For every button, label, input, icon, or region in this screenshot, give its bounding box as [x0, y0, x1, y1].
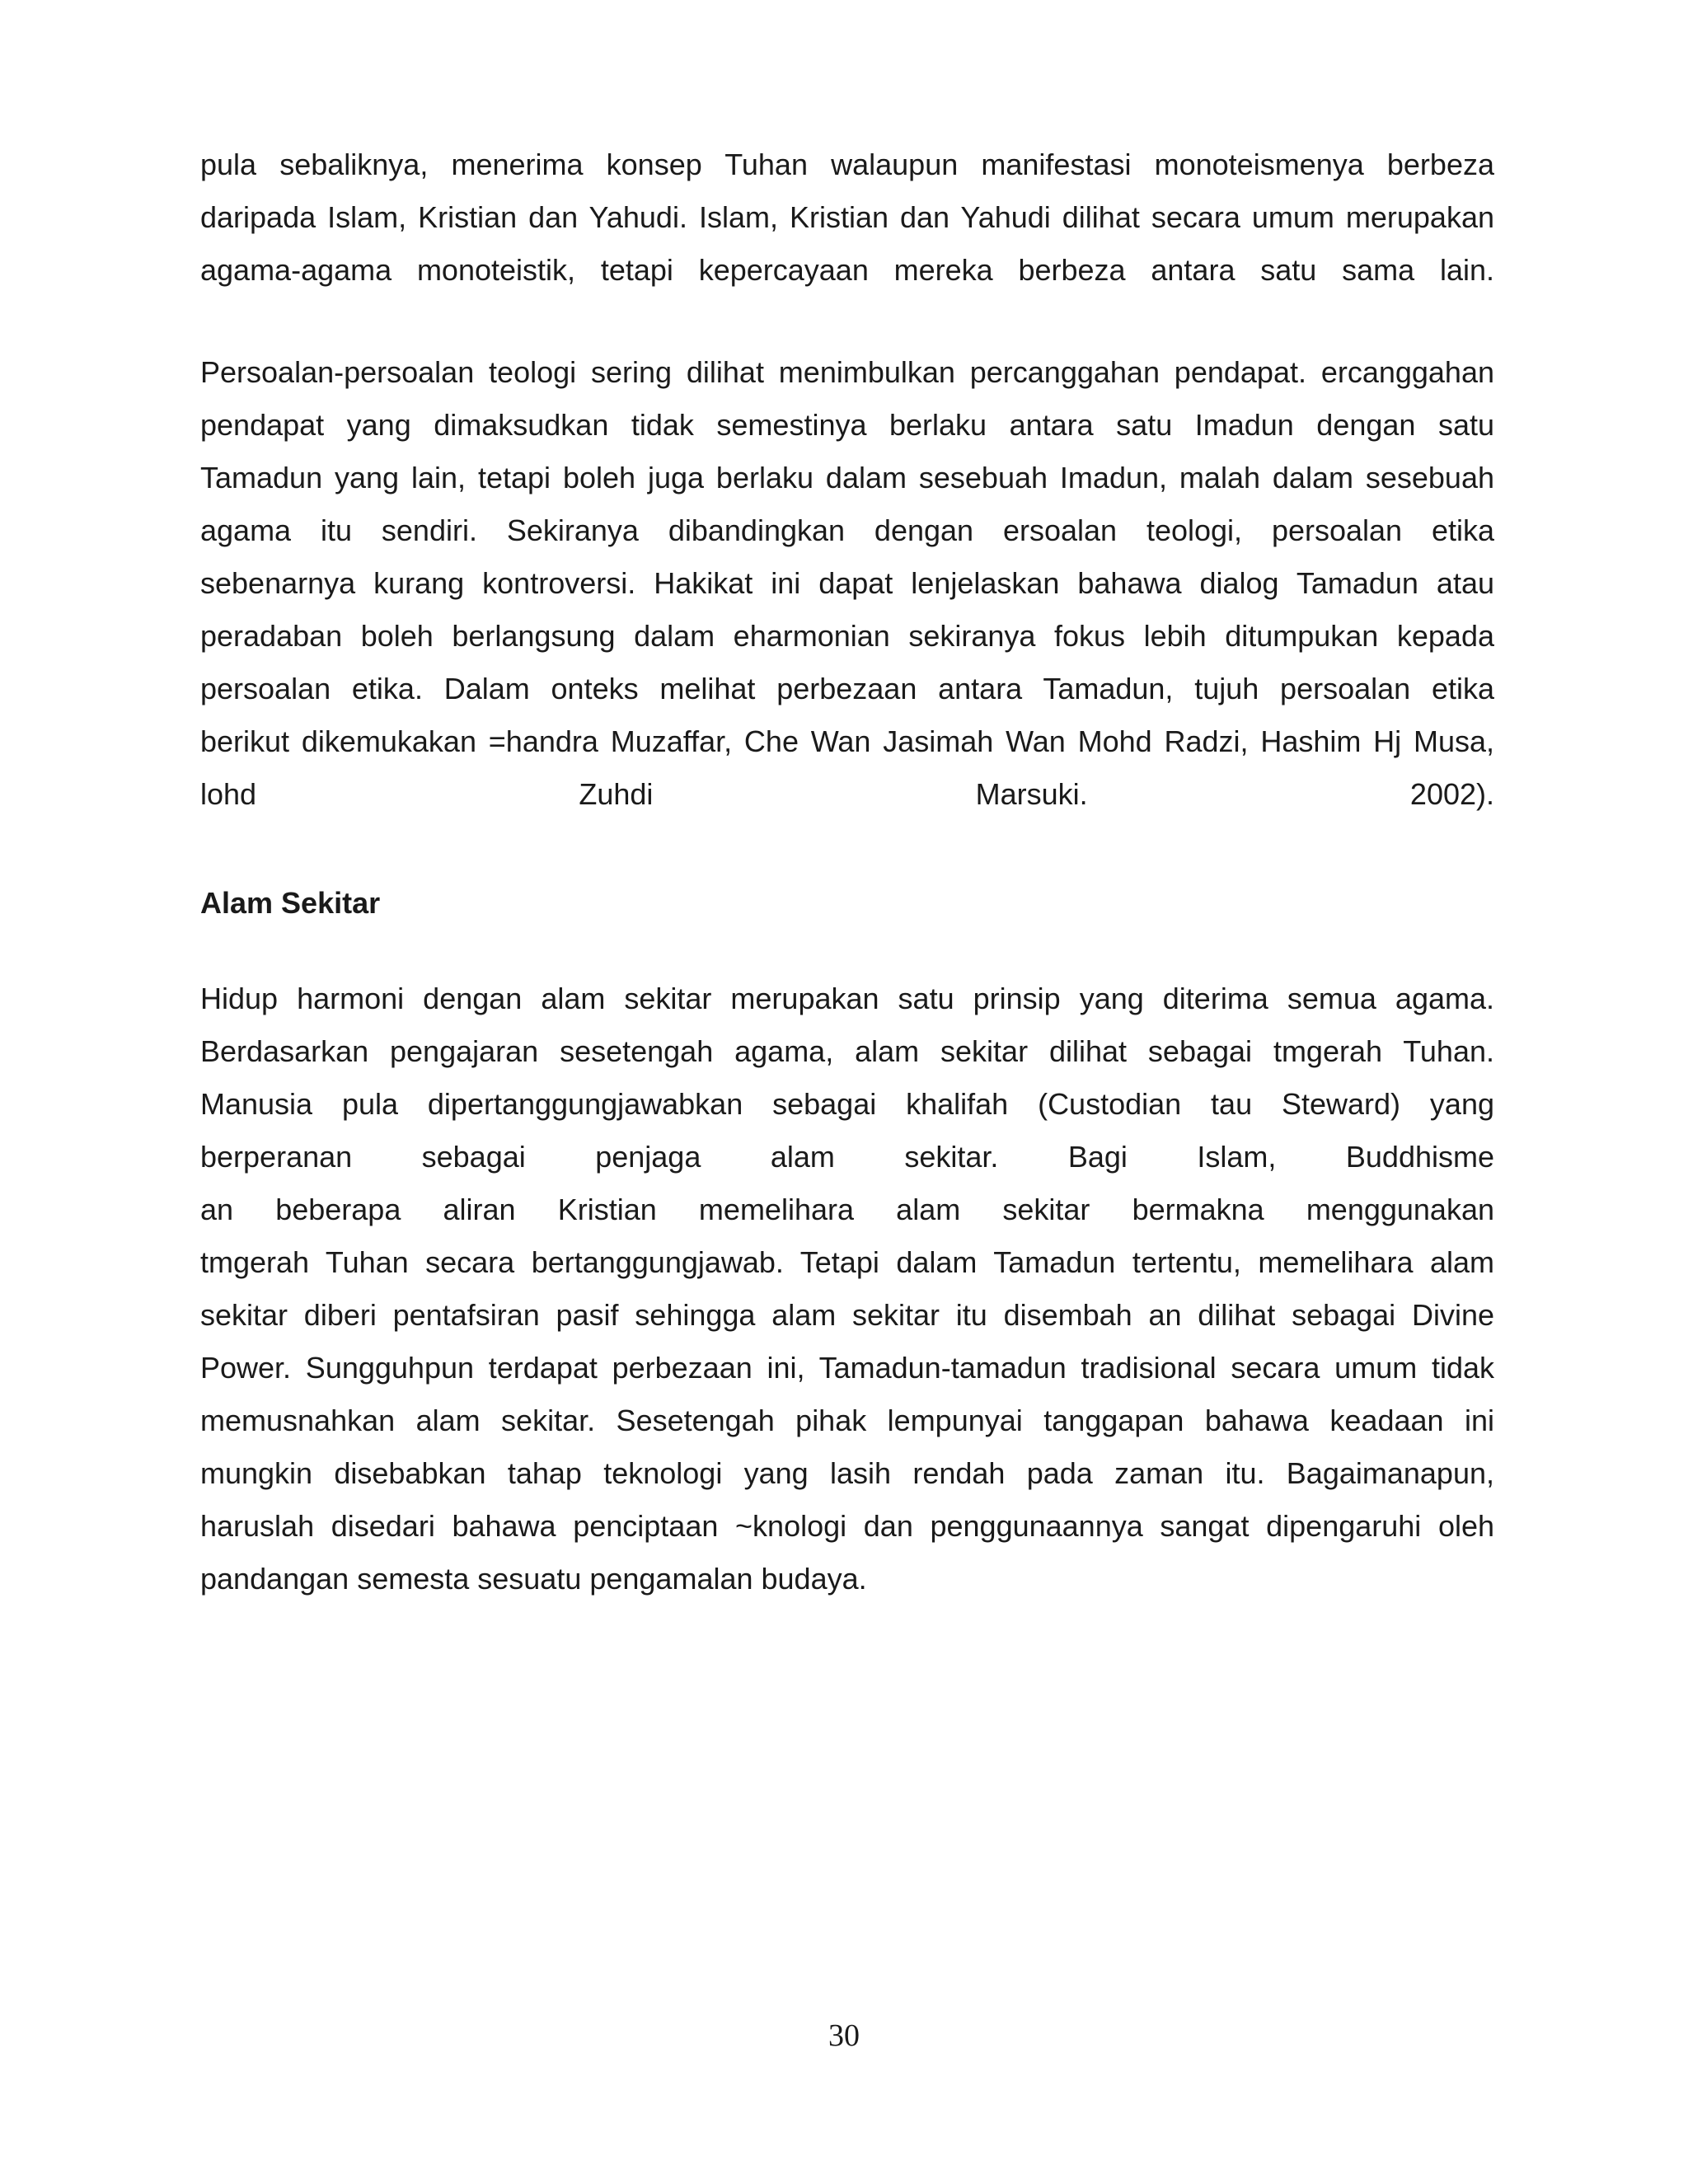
text-line: peradaban boleh berlangsung dalam eharmonian sekiranya fokus lebih ditumpukan kepada [200, 619, 1494, 653]
text-line: agama itu sendiri. Sekiranya dibandingkan dengan ersoalan teologi, persoalan etika [200, 513, 1494, 547]
text-line: lohd Zuhdi Marsuki. 2002). [200, 777, 1494, 811]
text-line: Tamadun yang lain, tetapi boleh juga berlaku dalam sesebuah Imadun, malah dalam sesebuah [200, 461, 1494, 494]
text-line: berikut dikemukakan =handra Muzaffar, Che Wan Jasimah Wan Mohd Radzi, Hashim Hj Musa, [200, 724, 1494, 758]
text-line: sebenarnya kurang kontroversi. Hakikat ini dapat lenjelaskan bahawa dialog Tamadun atau [200, 566, 1494, 600]
text-line: an beberapa aliran Kristian memelihara alam sekitar bermakna menggunakan [200, 1193, 1494, 1226]
text-line: agama-agama monoteistik, tetapi kepercayaan mereka berbeza antara satu sama lain. [200, 253, 1494, 287]
text-line: haruslah disedari bahawa penciptaan ~knologi dan penggunaannya sangat dipengaruhi oleh [200, 1509, 1494, 1543]
text-line: Hidup harmoni dengan alam sekitar merupakan satu prinsip yang diterima semua agama. [200, 982, 1494, 1015]
text-line: Persoalan-persoalan teologi sering dilihat menimbulkan percanggahan pendapat. ercanggahan [200, 355, 1494, 389]
page-number: 30 [828, 2018, 860, 2053]
paragraph-intro [200, 138, 1494, 297]
text-line: Berdasarkan pengajaran sesetengah agama, alam sekitar dilihat sebagai tmgerah Tuhan. [200, 1034, 1494, 1068]
text-line: berperanan sebagai penjaga alam sekitar. Bagi Islam, Buddhisme [200, 1140, 1494, 1174]
text-line: Power. Sungguhpun terdapat perbezaan ini, Tamadun-tamadun tradisional secara umum tidak [200, 1351, 1494, 1385]
text-line: Manusia pula dipertanggungjawabkan sebagai khalifah (Custodian tau Steward) yang [200, 1087, 1494, 1121]
text-line: pula sebaliknya, menerima konsep Tuhan walaupun manifestasi monoteismenya berbeza [200, 148, 1494, 181]
text-line: daripada Islam, Kristian dan Yahudi. Islam, Kristian dan Yahudi dilihat secara umum merupakan [200, 200, 1494, 234]
text-line: tmgerah Tuhan secara bertanggungjawab. Tetapi dalam Tamadun tertentu, memelihara alam [200, 1245, 1494, 1279]
text-line: memusnahkan alam sekitar. Sesetengah pihak lempunyai tanggapan bahawa keadaan ini [200, 1404, 1494, 1437]
text-line: mungkin disebabkan tahap teknologi yang lasih rendah pada zaman itu. Bagaimanapun, [200, 1456, 1494, 1490]
text-line: sekitar diberi pentafsiran pasif sehingga alam sekitar itu disembah an dilihat sebagai Divine [200, 1298, 1494, 1332]
paragraph-alam-sekitar [200, 972, 1494, 1605]
text-line: pendapat yang dimaksudkan tidak semestinya berlaku antara satu Imadun dengan satu [200, 408, 1494, 442]
section-heading: Alam Sekitar [200, 886, 381, 920]
text-line: pandangan semesta sesuatu pengamalan budaya. [200, 1562, 867, 1596]
text-line: persoalan etika. Dalam onteks melihat perbezaan antara Tamadun, tujuh persoalan etika [200, 672, 1494, 705]
paragraph-teologi [200, 346, 1494, 821]
